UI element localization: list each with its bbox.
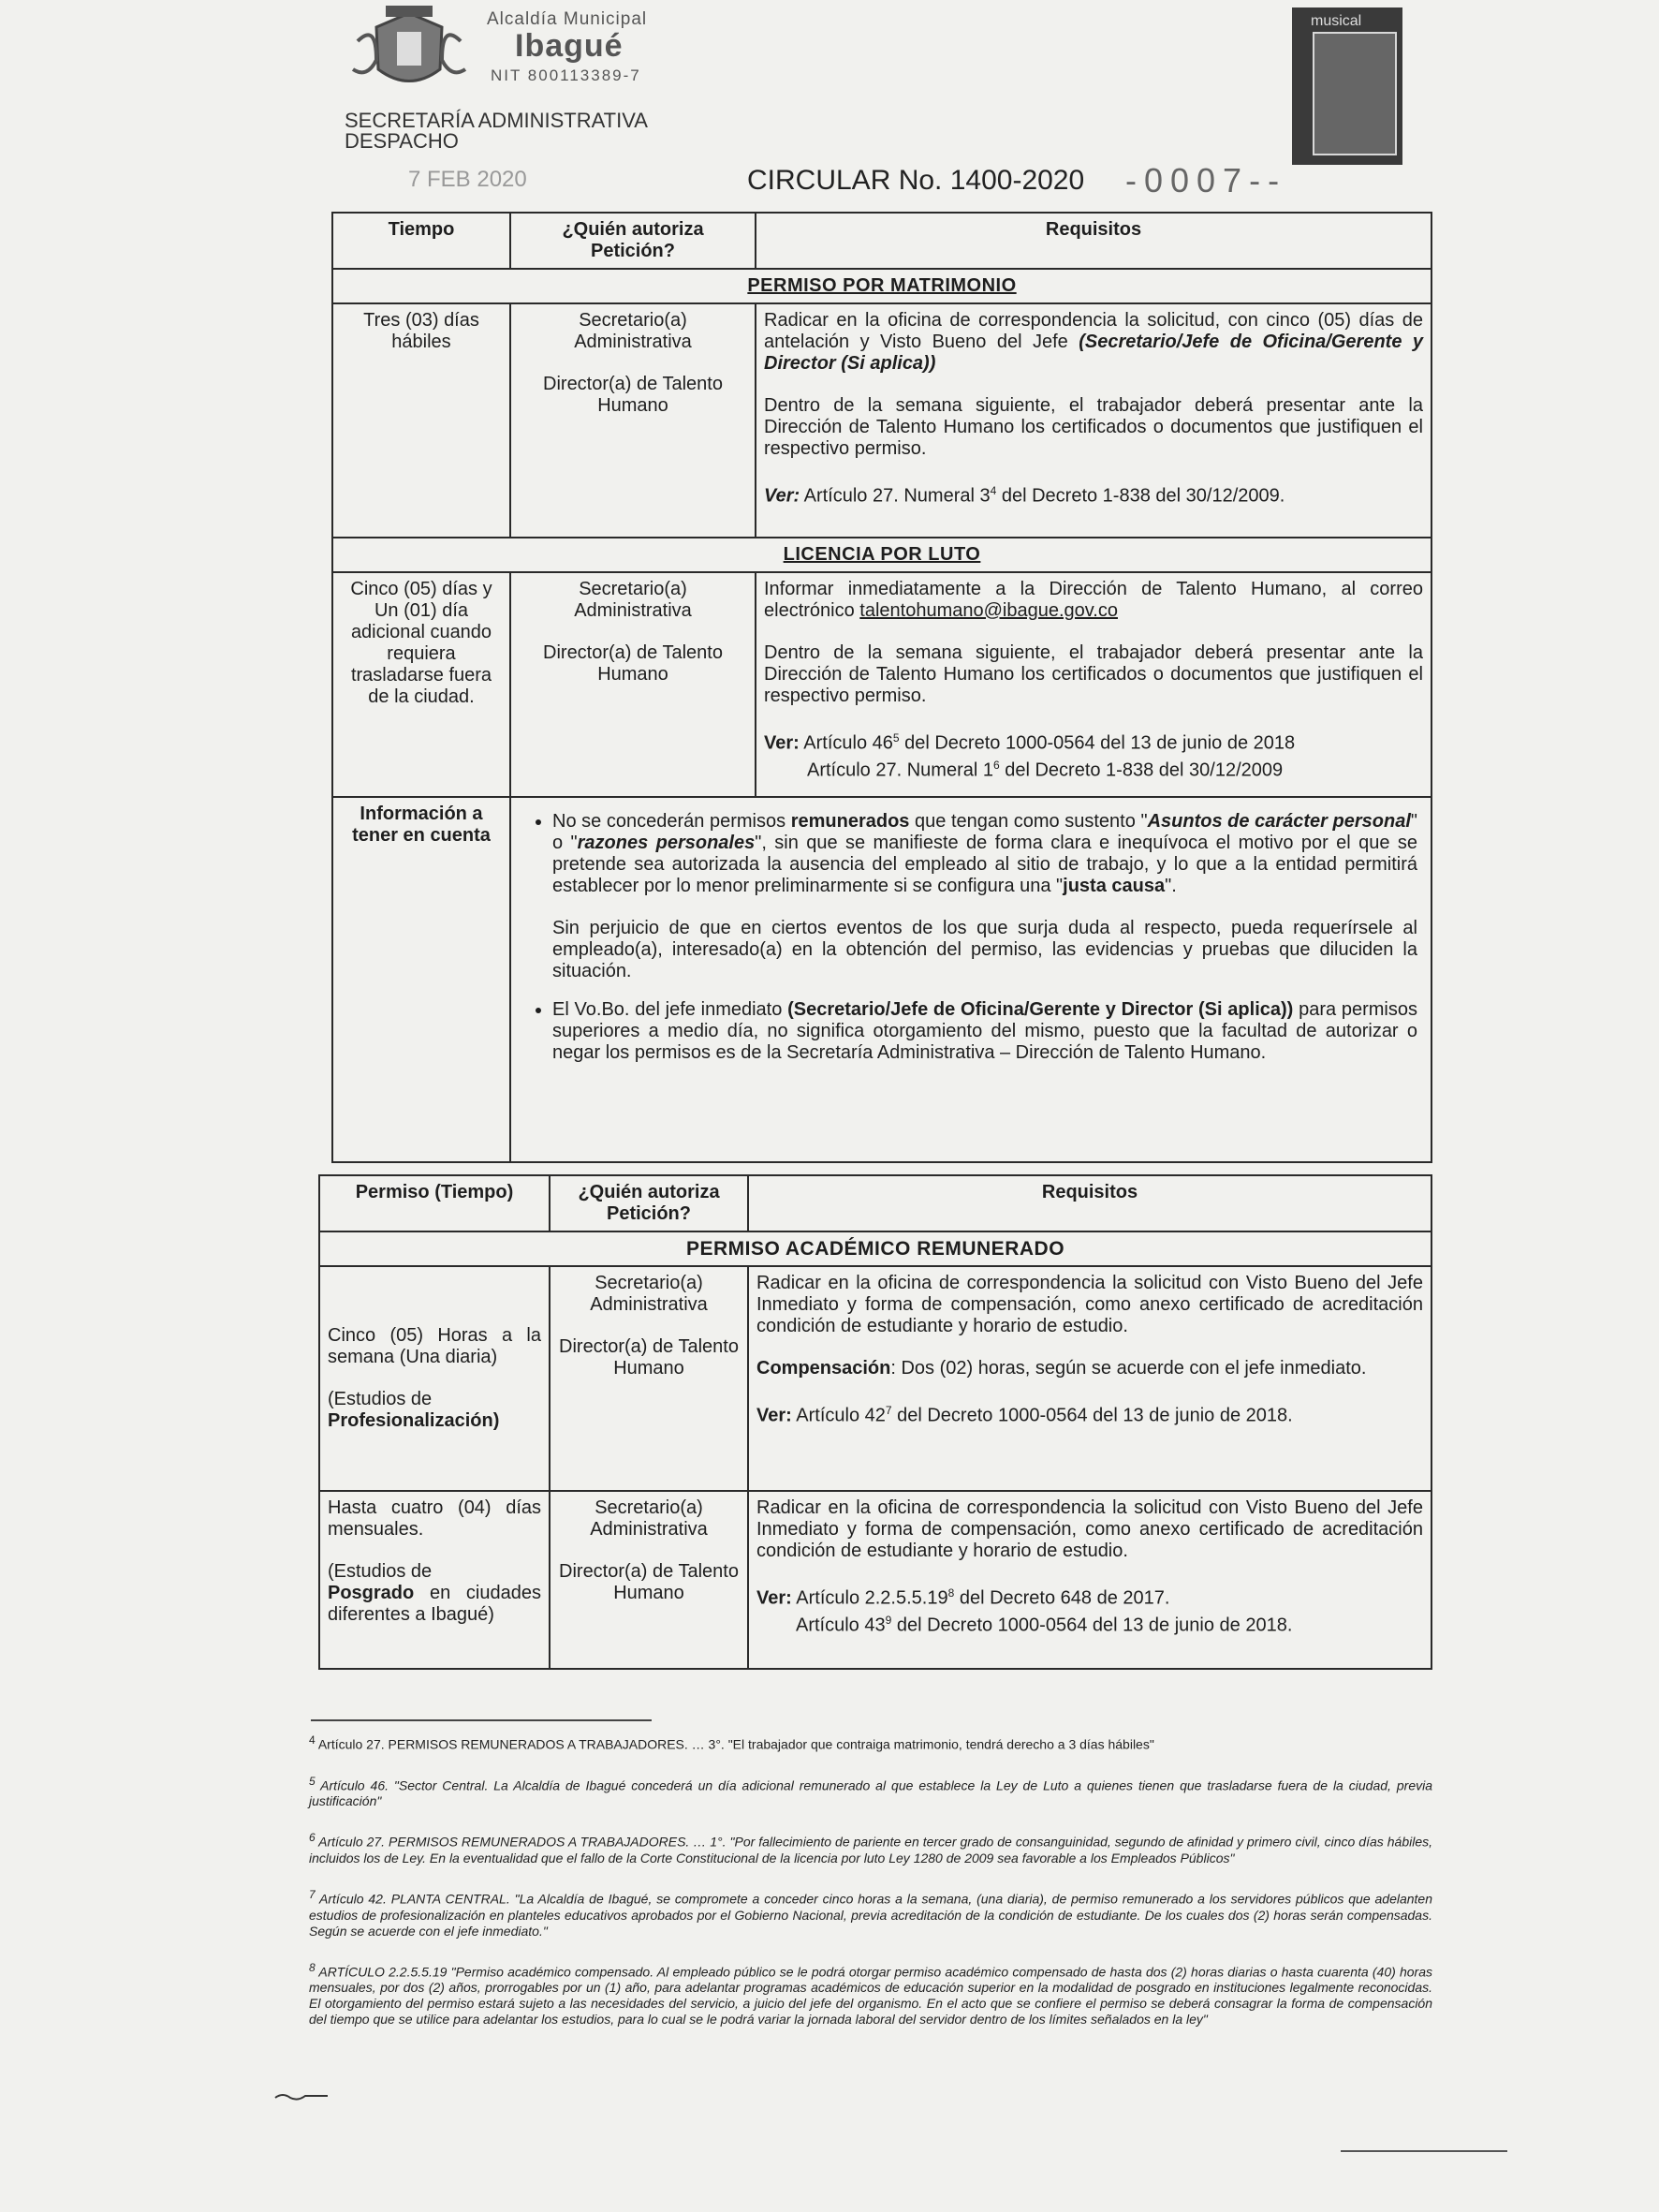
municipal-shield-logo bbox=[348, 4, 470, 97]
org-nit: NIT 800113389-7 bbox=[491, 66, 641, 84]
table-row-matrimonio bbox=[332, 303, 1431, 538]
autoriza-director: Director(a) de Talento Humano bbox=[543, 374, 723, 416]
ver-matrimonio: Ver: Artículo 27. Numeral $3^4$ del Decreto 1-838 del 30/12/2009. bbox=[764, 484, 1285, 507]
table1-header-row bbox=[332, 213, 1431, 269]
permits-table-2 bbox=[318, 1174, 1432, 1670]
tiempo-tipo-estudio: Profesionalización) bbox=[328, 1410, 500, 1431]
requisitos-matrimonio bbox=[756, 303, 1431, 538]
department-office: DESPACHO bbox=[345, 129, 459, 153]
info-content bbox=[510, 797, 1431, 1162]
ver-prof: Ver: Artículo $42^7$ del Decreto 1000-0564 del 13 de junio de 2018. bbox=[756, 1404, 1293, 1426]
table-row-info bbox=[332, 797, 1431, 1162]
footnote-4: $^4$ Artículo 27. PERMISOS REMUNERADOS A TRABAJADORES. … 3°. "El trabajador que contraiga matrimonio, tendrá derecho a 3 días hábiles" bbox=[309, 1733, 1154, 1752]
autoriza-secretario: Secretario(a) Administrativa bbox=[574, 579, 692, 621]
ver-posgrado-1: Ver: Artículo 2.2.5.5.19$^8$ del Decreto 648 de 2017. bbox=[756, 1586, 1170, 1609]
ver-luto-2: Artículo 27. Numeral $1^6$ del Decreto 1-838 del 30/12/2009 bbox=[807, 758, 1284, 781]
autoriza-director: Director(a) de Talento Humano bbox=[543, 642, 723, 685]
email-link[interactable]: talentohumano@ibague.gov.co bbox=[859, 600, 1118, 621]
ver-luto-1: Ver: Artículo $46^5$ del Decreto 1000-0564 del 13 de junio de 2018 bbox=[764, 731, 1296, 754]
autoriza-posgrado bbox=[550, 1491, 748, 1669]
info-list bbox=[524, 811, 1417, 1064]
req-luto-1: Informar inmediatamente a la Dirección de Talento Humano, al correo electrónico talentohumano@ibague.gov.co bbox=[764, 579, 1423, 621]
requisitos-posgrado bbox=[748, 1491, 1431, 1669]
section-row-academico bbox=[319, 1231, 1431, 1266]
tiempo-estudios: (Estudios de bbox=[328, 1561, 433, 1582]
info-bullet-1: • No se concederán permisos remunerados que tengan como sustento "Asuntos de carácter personal" o "razones personales", sin que se manifieste de forma clara e inequívoca el motivo por el que se pretende sea autorizada la ausencia del empleado al sitio de trabajo, y lo que a la entidad permitirá establecer por lo menor preliminarmente si se configura una "justa causa". Sin perjuicio de que en ciertos eventos de los que surja duda al respecto, pueda requerírsele al empleado(a), interesado(a) en la obtención del permiso, las evidencias y pruebas que diluciden la situación. bbox=[552, 811, 1417, 982]
section-title-matrimonio: PERMISO POR MATRIMONIO bbox=[332, 269, 1431, 303]
autoriza-matrimonio bbox=[510, 303, 756, 538]
tiempo-profesionalizacion bbox=[319, 1266, 550, 1491]
right-logo-inner bbox=[1313, 32, 1397, 155]
org-line-2: Ibagué bbox=[515, 28, 624, 64]
permits-table-1 bbox=[331, 212, 1432, 1163]
tiempo-estudios: (Estudios de bbox=[328, 1389, 433, 1409]
org-line-1: Alcaldía Municipal bbox=[487, 9, 648, 29]
autoriza-secretario: Secretario(a) Administrativa bbox=[574, 310, 692, 352]
table2-header-row bbox=[319, 1175, 1431, 1231]
req-matrimonio-1: Radicar en la oficina de correspondencia la solicitud, con cinco (05) días de antelación y Visto Bueno del Jefe (Secretario/Jefe de Oficina/Gerente y Director (Si aplica)) bbox=[764, 310, 1423, 374]
requisitos-profesionalizacion bbox=[748, 1266, 1431, 1491]
section-title-luto: LICENCIA POR LUTO bbox=[332, 538, 1431, 572]
autoriza-secretario: Secretario(a) Administrativa bbox=[590, 1497, 708, 1540]
autoriza-luto bbox=[510, 572, 756, 797]
compensacion: Compensación: Dos (02) horas, según se acuerde con el jefe inmediato. bbox=[756, 1358, 1367, 1379]
tiempo-tipo-estudio: Posgrado en ciudades diferentes a Ibagué) bbox=[328, 1583, 541, 1625]
circular-title: CIRCULAR No. 1400-2020 bbox=[747, 165, 1085, 196]
section-row-matrimonio bbox=[332, 269, 1431, 303]
ver-posgrado-2: Artículo $43^9$ del Decreto 1000-0564 del 13 de junio de 2018. bbox=[796, 1613, 1293, 1636]
bottom-rule bbox=[1341, 2150, 1507, 2152]
info-label: Información a tener en cuenta bbox=[332, 797, 510, 1162]
info-bullet-2: • El Vo.Bo. del jefe inmediato (Secretario/Jefe de Oficina/Gerente y Director (Si aplica)) para permisos superiores a medio día, no significa otorgamiento del mismo, puesto que la facultad de autorizar o negar los permisos es de la Secretaría Administrativa – Dirección de Talento Humano. bbox=[552, 999, 1417, 1064]
autoriza-profesionalizacion bbox=[550, 1266, 748, 1491]
autoriza-director: Director(a) de Talento Humano bbox=[559, 1336, 739, 1379]
footnotes bbox=[309, 1733, 1432, 2048]
footnote-5: $^5$ Artículo 46. "Sector Central. La Alcaldía de Ibagué concederá un día adicional remunerado al que establece la Ley de Luto a quienes tienen que trasladarse fuera de la ciudad, previa justificación" bbox=[309, 1774, 1433, 1809]
table-row-profesionalizacion bbox=[319, 1266, 1431, 1491]
section-row-luto bbox=[332, 538, 1431, 572]
right-logo-text: musical bbox=[1311, 13, 1362, 29]
req-luto-2: Dentro de la semana siguiente, el trabajador deberá presentar ante la Dirección de Talento Humano los certificados o documentos que justifiquen el respectivo permiso. bbox=[764, 642, 1423, 706]
section-title-academico: PERMISO ACADÉMICO REMUNERADO bbox=[319, 1231, 1431, 1266]
tiempo-posgrado bbox=[319, 1491, 550, 1669]
req-posgrado-1: Radicar en la oficina de correspondencia la solicitud con Visto Bueno del Jefe Inmediato y forma de compensación, como anexo certificado de acreditación condición de estudiante y horario de estudio. bbox=[756, 1497, 1423, 1561]
header-quien-autoriza: ¿Quién autoriza Petición? bbox=[550, 1175, 748, 1231]
header-quien-autoriza: ¿Quién autoriza Petición? bbox=[510, 213, 756, 269]
info-bullet-1-paragraph-2: Sin perjuicio de que en ciertos eventos de los que surja duda al respecto, pueda requerírsele al empleado(a), interesado(a) en la obtención del permiso, las evidencias y pruebas que diluciden la situación. bbox=[552, 918, 1417, 981]
table-row-posgrado bbox=[319, 1491, 1431, 1669]
department-name: SECRETARÍA ADMINISTRATIVA bbox=[345, 109, 648, 132]
footnote-7: $^7$ Artículo 42. PLANTA CENTRAL. "La Alcaldía de Ibagué, se compromete a conceder cinco horas a la semana, (una diaria), de permiso remunerado a los servidores públicos que adelanten estudios de profesionalización en planteles educativos aprobados por el Gobierno Nacional, previa acreditación de la condición de estudiante. De los cuales dos (2) horas serán compensadas. Según se acuerde con el jefe inmediato." bbox=[309, 1887, 1432, 1939]
table-row-luto bbox=[332, 572, 1431, 797]
organization-name-block bbox=[487, 9, 647, 85]
header-permiso-tiempo: Permiso (Tiempo) bbox=[319, 1175, 550, 1231]
footnote-separator bbox=[311, 1719, 652, 1721]
tiempo-luto: Cinco (05) días y Un (01) día adicional cuando requiera trasladarse fuera de la ciudad. bbox=[332, 572, 510, 797]
footnote-6: $^6$ Artículo 27. PERMISOS REMUNERADOS A TRABAJADORES. … 1°. "Por fallecimiento de pariente en tercer grado de consanguinidad, segundo de afinidad y primero civil, cinco días hábiles, incluidos los de Ley. En la eventualidad que el fallo de la Corte Constitucional de la licencia por luto Ley 1280 de 2009 sea favorable a los Empleados Públicos" bbox=[309, 1831, 1432, 1865]
header-requisitos: Requisitos bbox=[756, 213, 1431, 269]
tiempo-dias: Hasta cuatro (04) días mensuales. bbox=[328, 1497, 541, 1540]
handwritten-mark bbox=[273, 2090, 330, 2103]
autoriza-secretario: Secretario(a) Administrativa bbox=[590, 1273, 708, 1315]
autoriza-director: Director(a) de Talento Humano bbox=[559, 1561, 739, 1603]
tiempo-horas: Cinco (05) Horas a la semana (Una diaria) bbox=[328, 1325, 541, 1367]
req-matrimonio-2: Dentro de la semana siguiente, el trabajador deberá presentar ante la Dirección de Talento Humano los certificados o documentos que justifiquen el respectivo permiso. bbox=[764, 395, 1423, 459]
right-logo bbox=[1292, 7, 1402, 165]
req-prof-1: Radicar en la oficina de correspondencia la solicitud con Visto Bueno del Jefe Inmediato y forma de compensación, como anexo certificado de acreditación condición de estudiante y horario de estudio. bbox=[756, 1273, 1423, 1336]
department-block bbox=[345, 111, 648, 152]
header-requisitos: Requisitos bbox=[748, 1175, 1431, 1231]
date-stamp: 7 FEB 2020 bbox=[408, 167, 527, 192]
footnote-8: $^8$ ARTÍCULO 2.2.5.5.19 "Permiso académico compensado. Al empleado público se le podrá otorgar permiso académico compensado de hasta dos (2) horas diarias o hasta cuarenta (40) horas mensuales, por dos (2) años, prorrogables por un (1) año, para adelantar programas académicos de educación superior en la modalidad de posgrado en instituciones legalmente reconocidas. El otorgamiento del permiso estará sujeto a las necesidades del servicio, a juicio del jefe del organismo. En el acto que se confiere el permiso se deberá consagrar la forma de compensación del tiempo que se utilice para adelantar los estudios, para lo cual se le podrá variar la jornada laboral del servidor dentro de los límites señalados en la ley" bbox=[309, 1960, 1432, 2028]
circular-number-stamp: -0007-- bbox=[1125, 161, 1287, 199]
header-tiempo: Tiempo bbox=[332, 213, 510, 269]
requisitos-luto bbox=[756, 572, 1431, 797]
tiempo-matrimonio: Tres (03) días hábiles bbox=[332, 303, 510, 538]
